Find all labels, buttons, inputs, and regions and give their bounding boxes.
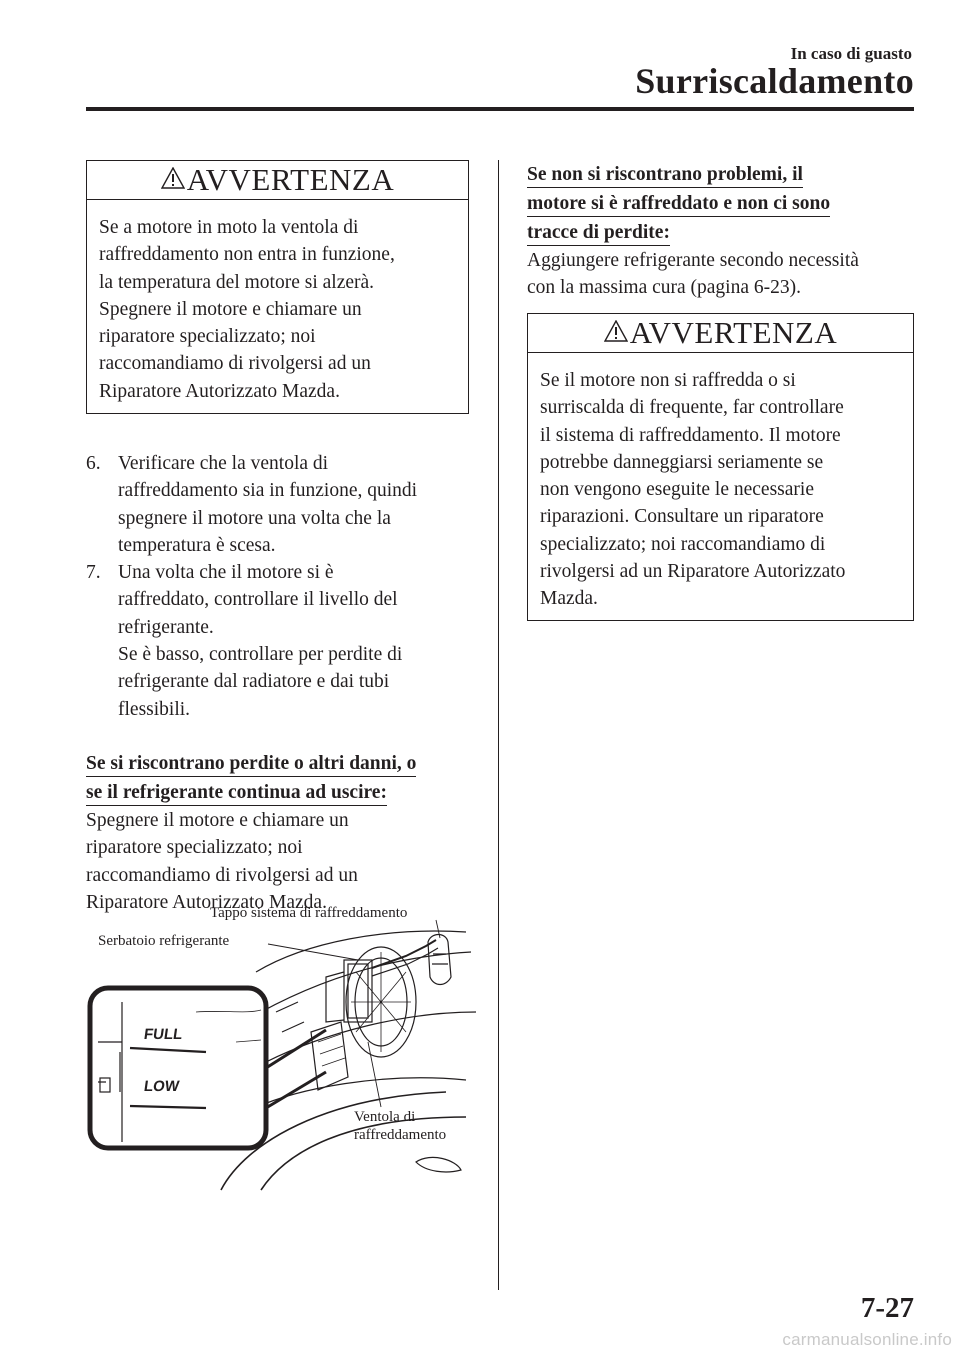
warning-text bbox=[87, 200, 468, 405]
no-problem-body bbox=[527, 247, 917, 302]
body-line: Spegnere il motore e chiamare un bbox=[86, 809, 349, 831]
warning-triangle-icon bbox=[161, 167, 185, 189]
full-mark: FULL bbox=[142, 1026, 184, 1043]
column-divider bbox=[498, 160, 499, 1290]
step-line: refrigerante dal radiatore e dai tubi bbox=[118, 671, 390, 693]
warning-heading bbox=[528, 314, 913, 353]
body-line: raccomandiamo di rivolgersi ad un bbox=[86, 864, 358, 886]
warning-box-left bbox=[86, 160, 469, 414]
heading-line: Se si riscontrano perdite o altri danni, o bbox=[86, 751, 416, 777]
callout-fan-line: raffreddamento bbox=[354, 1127, 447, 1143]
callout-fan-line: Ventola di bbox=[354, 1109, 416, 1125]
warning-line: Se a motore in moto la ventola di bbox=[99, 217, 359, 238]
warning-line: rivolgersi ad un Riparatore Autorizzato bbox=[540, 561, 846, 583]
callout-reservoir: Serbatoio refrigerante bbox=[98, 933, 230, 949]
leak-body bbox=[86, 807, 486, 916]
leak-heading bbox=[86, 749, 486, 807]
step-line: temperatura è scesa. bbox=[118, 534, 276, 556]
step-6 bbox=[86, 450, 486, 559]
warning-line: riparatore specializzato; noi bbox=[99, 326, 316, 348]
step-number: 7. bbox=[86, 562, 101, 584]
body-line: riparatore specializzato; noi bbox=[86, 837, 303, 859]
no-problem-heading bbox=[527, 160, 917, 247]
warning-line: Mazda. bbox=[540, 588, 598, 610]
step-line: Verificare che la ventola di bbox=[118, 453, 329, 474]
step-line: Se è basso, controllare per perdite di bbox=[118, 644, 403, 666]
engine-illustration bbox=[86, 902, 486, 1192]
warning-line: potrebbe danneggiarsi seriamente se bbox=[540, 451, 824, 473]
warning-line: non vengono eseguite le necessarie bbox=[540, 479, 814, 501]
callout-fan bbox=[354, 1108, 446, 1144]
heading-line: se il refrigerante continua ad uscire: bbox=[86, 780, 387, 806]
warning-line: riparazioni. Consultare un riparatore bbox=[540, 506, 824, 528]
low-mark: LOW bbox=[142, 1078, 181, 1095]
warning-line: Spegnere il motore e chiamare un bbox=[99, 298, 362, 320]
heading-line: tracce di perdite: bbox=[527, 220, 670, 246]
warning-line: Riparatore Autorizzato Mazda. bbox=[99, 380, 340, 402]
step-7 bbox=[86, 559, 486, 723]
body-line: Aggiungere refrigerante secondo necessità bbox=[527, 250, 859, 271]
procedure-steps bbox=[86, 450, 486, 916]
warning-text bbox=[528, 353, 913, 613]
warning-box-right bbox=[527, 313, 914, 621]
warning-line: il sistema di raffreddamento. Il motore bbox=[540, 424, 841, 446]
step-line: Una volta che il motore si è bbox=[118, 562, 334, 584]
watermark: carmanualsonline.info bbox=[782, 1330, 952, 1349]
warning-line: surriscalda di frequente, far controllare bbox=[540, 397, 844, 419]
step-line: raffreddato, controllare il livello del bbox=[118, 589, 398, 611]
body-line: Riparatore Autorizzato Mazda. bbox=[86, 891, 327, 913]
heading-line: Se non si riscontrano problemi, il bbox=[527, 162, 803, 188]
step-line: raffreddamento sia in funzione, quindi bbox=[118, 480, 418, 502]
section-label: In caso di guasto bbox=[790, 44, 912, 63]
warning-triangle-icon bbox=[604, 320, 628, 342]
step-number: 6. bbox=[86, 453, 101, 474]
warning-line: raffreddamento non entra in funzione, bbox=[99, 244, 395, 266]
callout-cap: Tappo sistema di raffreddamento bbox=[210, 905, 408, 921]
no-problem-section bbox=[527, 160, 917, 302]
warning-line: specializzato; noi raccomandiamo di bbox=[540, 533, 826, 555]
warning-heading bbox=[87, 161, 468, 200]
warning-line: la temperatura del motore si alzerà. bbox=[99, 271, 375, 293]
body-line: con la massima cura (pagina 6-23). bbox=[527, 277, 801, 299]
step-line: flessibili. bbox=[118, 698, 191, 720]
warning-heading-text: AVVERTENZA bbox=[629, 315, 838, 350]
page-number: 7-27 bbox=[860, 1292, 914, 1324]
step-line: refrigerante. bbox=[118, 616, 214, 638]
step-line: spegnere il motore una volta che la bbox=[118, 507, 391, 529]
page-title: Surriscaldamento bbox=[635, 61, 914, 101]
warning-heading-text: AVVERTENZA bbox=[186, 162, 395, 197]
heading-line: motore si è raffreddato e non ci sono bbox=[527, 191, 830, 217]
header-rule bbox=[86, 107, 914, 111]
warning-line: raccomandiamo di rivolgersi ad un bbox=[99, 353, 371, 375]
warning-line: Se il motore non si raffredda o si bbox=[540, 370, 796, 391]
